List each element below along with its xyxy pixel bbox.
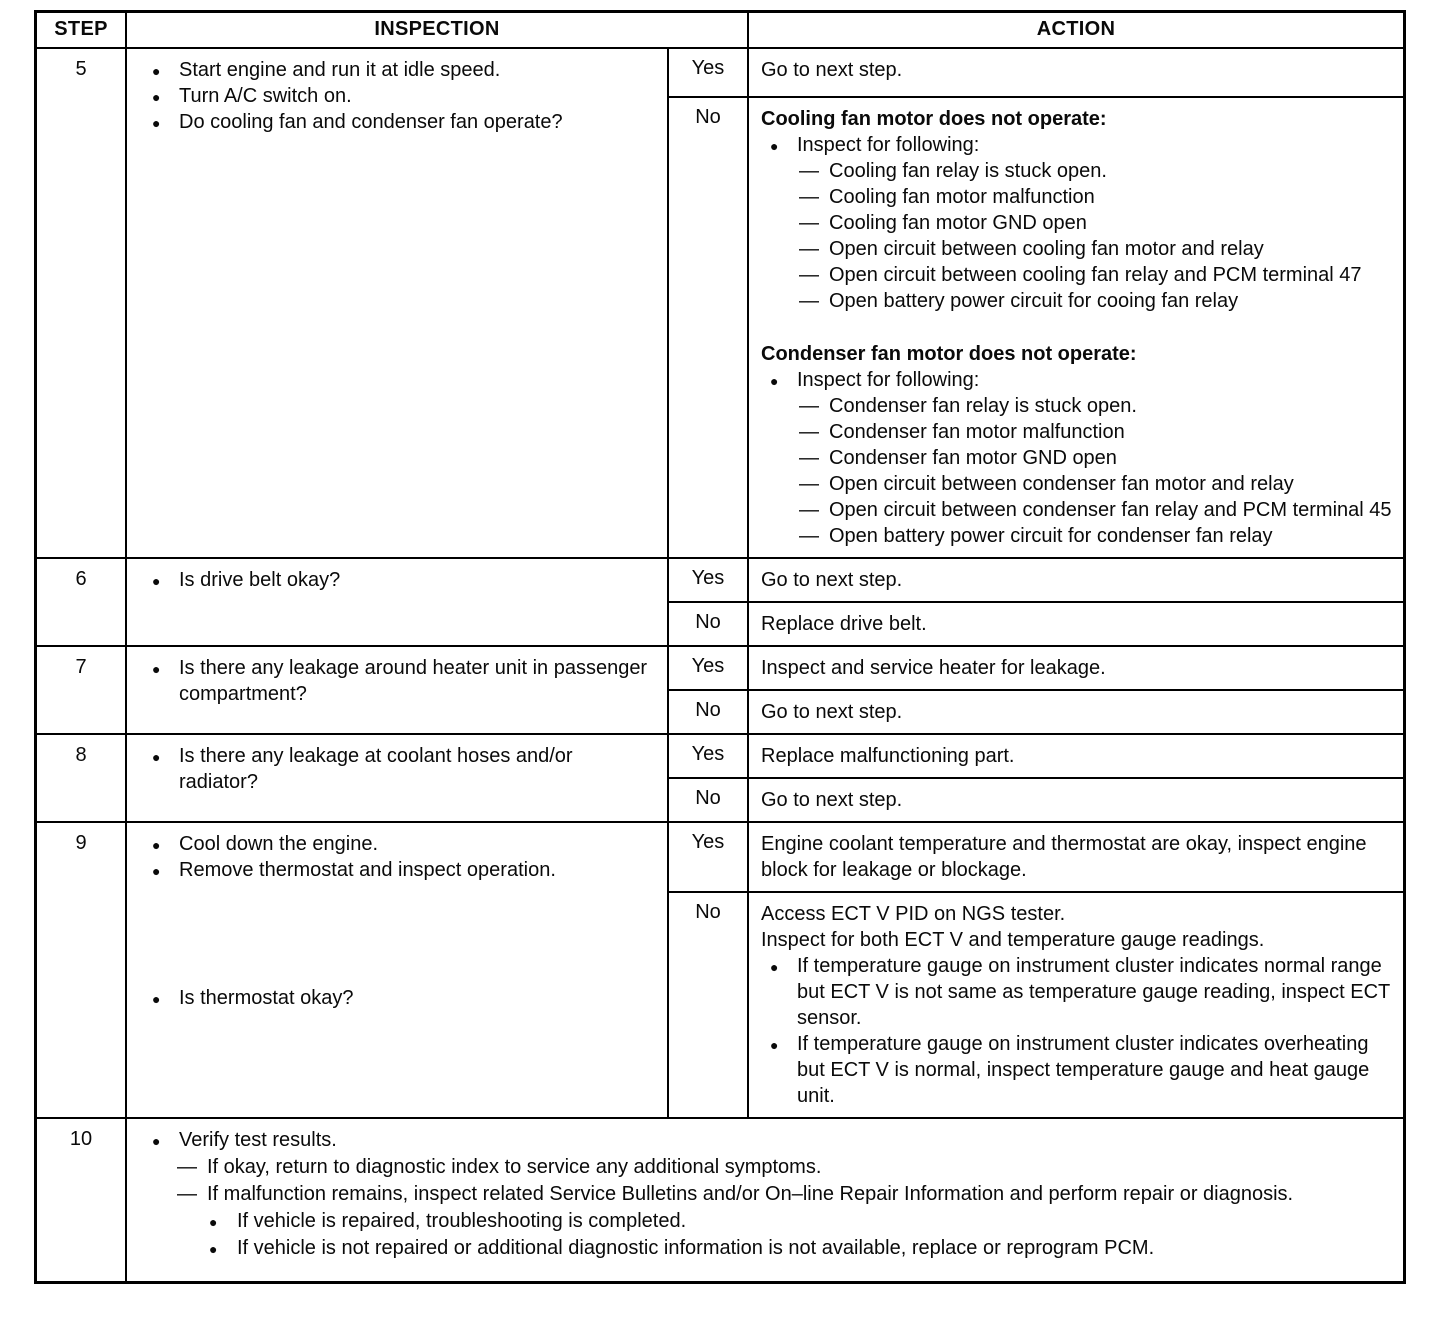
action-bullet: ● If temperature gauge on instrument cluster indicates overheating but ECT V is normal, inspect temperature gauge and heat gauge unit. [761, 1031, 1393, 1109]
step-9-no-action [749, 893, 1403, 1117]
step-6-number: 6 [37, 559, 127, 645]
step-10-sub-bullet: ● If vehicle is not repaired or additional diagnostic information is not available, replace or reprogram PCM. [207, 1235, 1391, 1262]
action-dash-item: — Open battery power circuit for condenser fan relay [799, 523, 1393, 549]
action-dash-item: — Open circuit between cooling fan motor and relay [799, 236, 1393, 262]
step-8-row [37, 733, 1403, 821]
step-5-yes-action: Go to next step. [761, 59, 903, 81]
yes-label: Yes [669, 49, 749, 96]
step-7-yes-action: Inspect and service heater for leakage. [761, 657, 1106, 679]
header-step: STEP [37, 13, 127, 47]
step-10-number: 10 [37, 1119, 127, 1281]
yes-label: Yes [669, 735, 749, 777]
inspect-lead: ● Inspect for following: [761, 132, 1393, 158]
cooling-fan-title: Cooling fan motor does not operate: [761, 108, 1107, 130]
table-header-row [37, 13, 1403, 47]
step-7-yes-row [669, 647, 1403, 689]
step-9-actions [669, 823, 1403, 1117]
no-label: No [669, 98, 749, 557]
step-8-inspection-cell [127, 735, 669, 821]
action-bullet: ● If temperature gauge on instrument cluster indicates normal range but ECT V is not same as temperature gauge reading, inspect ECT sensor. [761, 953, 1393, 1031]
action-line: Inspect for both ECT V and temperature gauge readings. [761, 929, 1265, 951]
step-6-row [37, 557, 1403, 645]
inspect-lead: ● Inspect for following: [761, 367, 1393, 393]
inspection-bullet: ● Is there any leakage around heater unit in passenger compartment? [135, 655, 657, 707]
step-5-no-row [669, 96, 1403, 557]
step-7-actions [669, 647, 1403, 733]
inspection-bullet: ● Is thermostat okay? [135, 985, 657, 1011]
yes-label: Yes [669, 559, 749, 601]
step-5-row [37, 47, 1403, 557]
action-dash-item: — Open battery power circuit for cooing fan relay [799, 288, 1393, 314]
inspection-bullet: ● Cool down the engine. [135, 831, 657, 857]
inspection-bullet: ● Do cooling fan and condenser fan operate? [135, 109, 657, 135]
verify-lead-bullet: ● Verify test results. [135, 1127, 1391, 1154]
step-6-yes-action: Go to next step. [761, 569, 903, 591]
action-dash-item: — Open circuit between cooling fan relay and PCM terminal 47 [799, 262, 1393, 288]
step-9-no-row [669, 891, 1403, 1117]
step-7-no-action: Go to next step. [761, 701, 903, 723]
header-action: ACTION [1036, 18, 1116, 40]
yes-label: Yes [669, 823, 749, 891]
condenser-fan-title: Condenser fan motor does not operate: [761, 343, 1137, 365]
step-8-actions [669, 735, 1403, 821]
step-9-yes-row [669, 823, 1403, 891]
step-9-number: 9 [37, 823, 127, 1117]
action-dash-item: — Open circuit between condenser fan relay and PCM terminal 45 [799, 497, 1393, 523]
action-dash-item: — Open circuit between condenser fan motor and relay [799, 471, 1393, 497]
step-10-sub-bullet: ● If vehicle is repaired, troubleshooting is completed. [207, 1208, 1391, 1235]
step-8-number: 8 [37, 735, 127, 821]
step-5-yes-row [669, 49, 1403, 96]
step-7-inspection-cell [127, 647, 669, 733]
no-label: No [669, 893, 749, 1117]
inspection-bullet: ● Start engine and run it at idle speed. [135, 57, 657, 83]
step-9-yes-action: Engine coolant temperature and thermostat are okay, inspect engine block for leakage or blockage. [761, 833, 1367, 881]
step-10-row [37, 1117, 1403, 1281]
step-10-dash-item: — If okay, return to diagnostic index to service any additional symptoms. [177, 1154, 1391, 1181]
action-dash-item: — Cooling fan motor malfunction [799, 184, 1393, 210]
step-8-yes-row [669, 735, 1403, 777]
step-5-no-action [749, 98, 1403, 557]
action-dash-item: — Condenser fan motor GND open [799, 445, 1393, 471]
step-6-no-row [669, 601, 1403, 645]
step-9-inspection-cell [127, 823, 669, 1117]
step-8-no-row [669, 777, 1403, 821]
step-6-actions [669, 559, 1403, 645]
step-8-no-action: Go to next step. [761, 789, 903, 811]
inspection-bullet: ● Turn A/C switch on. [135, 83, 657, 109]
step-10-content-cell [127, 1119, 1403, 1281]
action-dash-item: — Condenser fan motor malfunction [799, 419, 1393, 445]
step-8-yes-action: Replace malfunctioning part. [761, 745, 1015, 767]
no-label: No [669, 779, 749, 821]
action-dash-item: — Cooling fan relay is stuck open. [799, 158, 1393, 184]
step-6-yes-row [669, 559, 1403, 601]
action-dash-item: — Condenser fan relay is stuck open. [799, 393, 1393, 419]
step-5-number: 5 [37, 49, 127, 557]
inspection-bullet: ● Is drive belt okay? [135, 567, 657, 593]
header-inspection: INSPECTION [127, 13, 749, 47]
inspection-bullet: ● Is there any leakage at coolant hoses and/or radiator? [135, 743, 657, 795]
no-label: No [669, 691, 749, 733]
no-label: No [669, 603, 749, 645]
step-10-dash-item: — If malfunction remains, inspect related Service Bulletins and/or On–line Repair Information and perform repair or diagnosis. [177, 1181, 1391, 1208]
troubleshooting-table [34, 10, 1406, 1284]
step-5-inspection-cell [127, 49, 669, 557]
step-6-no-action: Replace drive belt. [761, 613, 927, 635]
step-7-no-row [669, 689, 1403, 733]
action-line: Access ECT V PID on NGS tester. [761, 903, 1066, 925]
step-7-row [37, 645, 1403, 733]
step-6-inspection-cell [127, 559, 669, 645]
yes-label: Yes [669, 647, 749, 689]
action-dash-item: — Cooling fan motor GND open [799, 210, 1393, 236]
step-5-actions [669, 49, 1403, 557]
step-9-row [37, 821, 1403, 1117]
step-7-number: 7 [37, 647, 127, 733]
inspection-bullet: ● Remove thermostat and inspect operation. [135, 857, 657, 883]
